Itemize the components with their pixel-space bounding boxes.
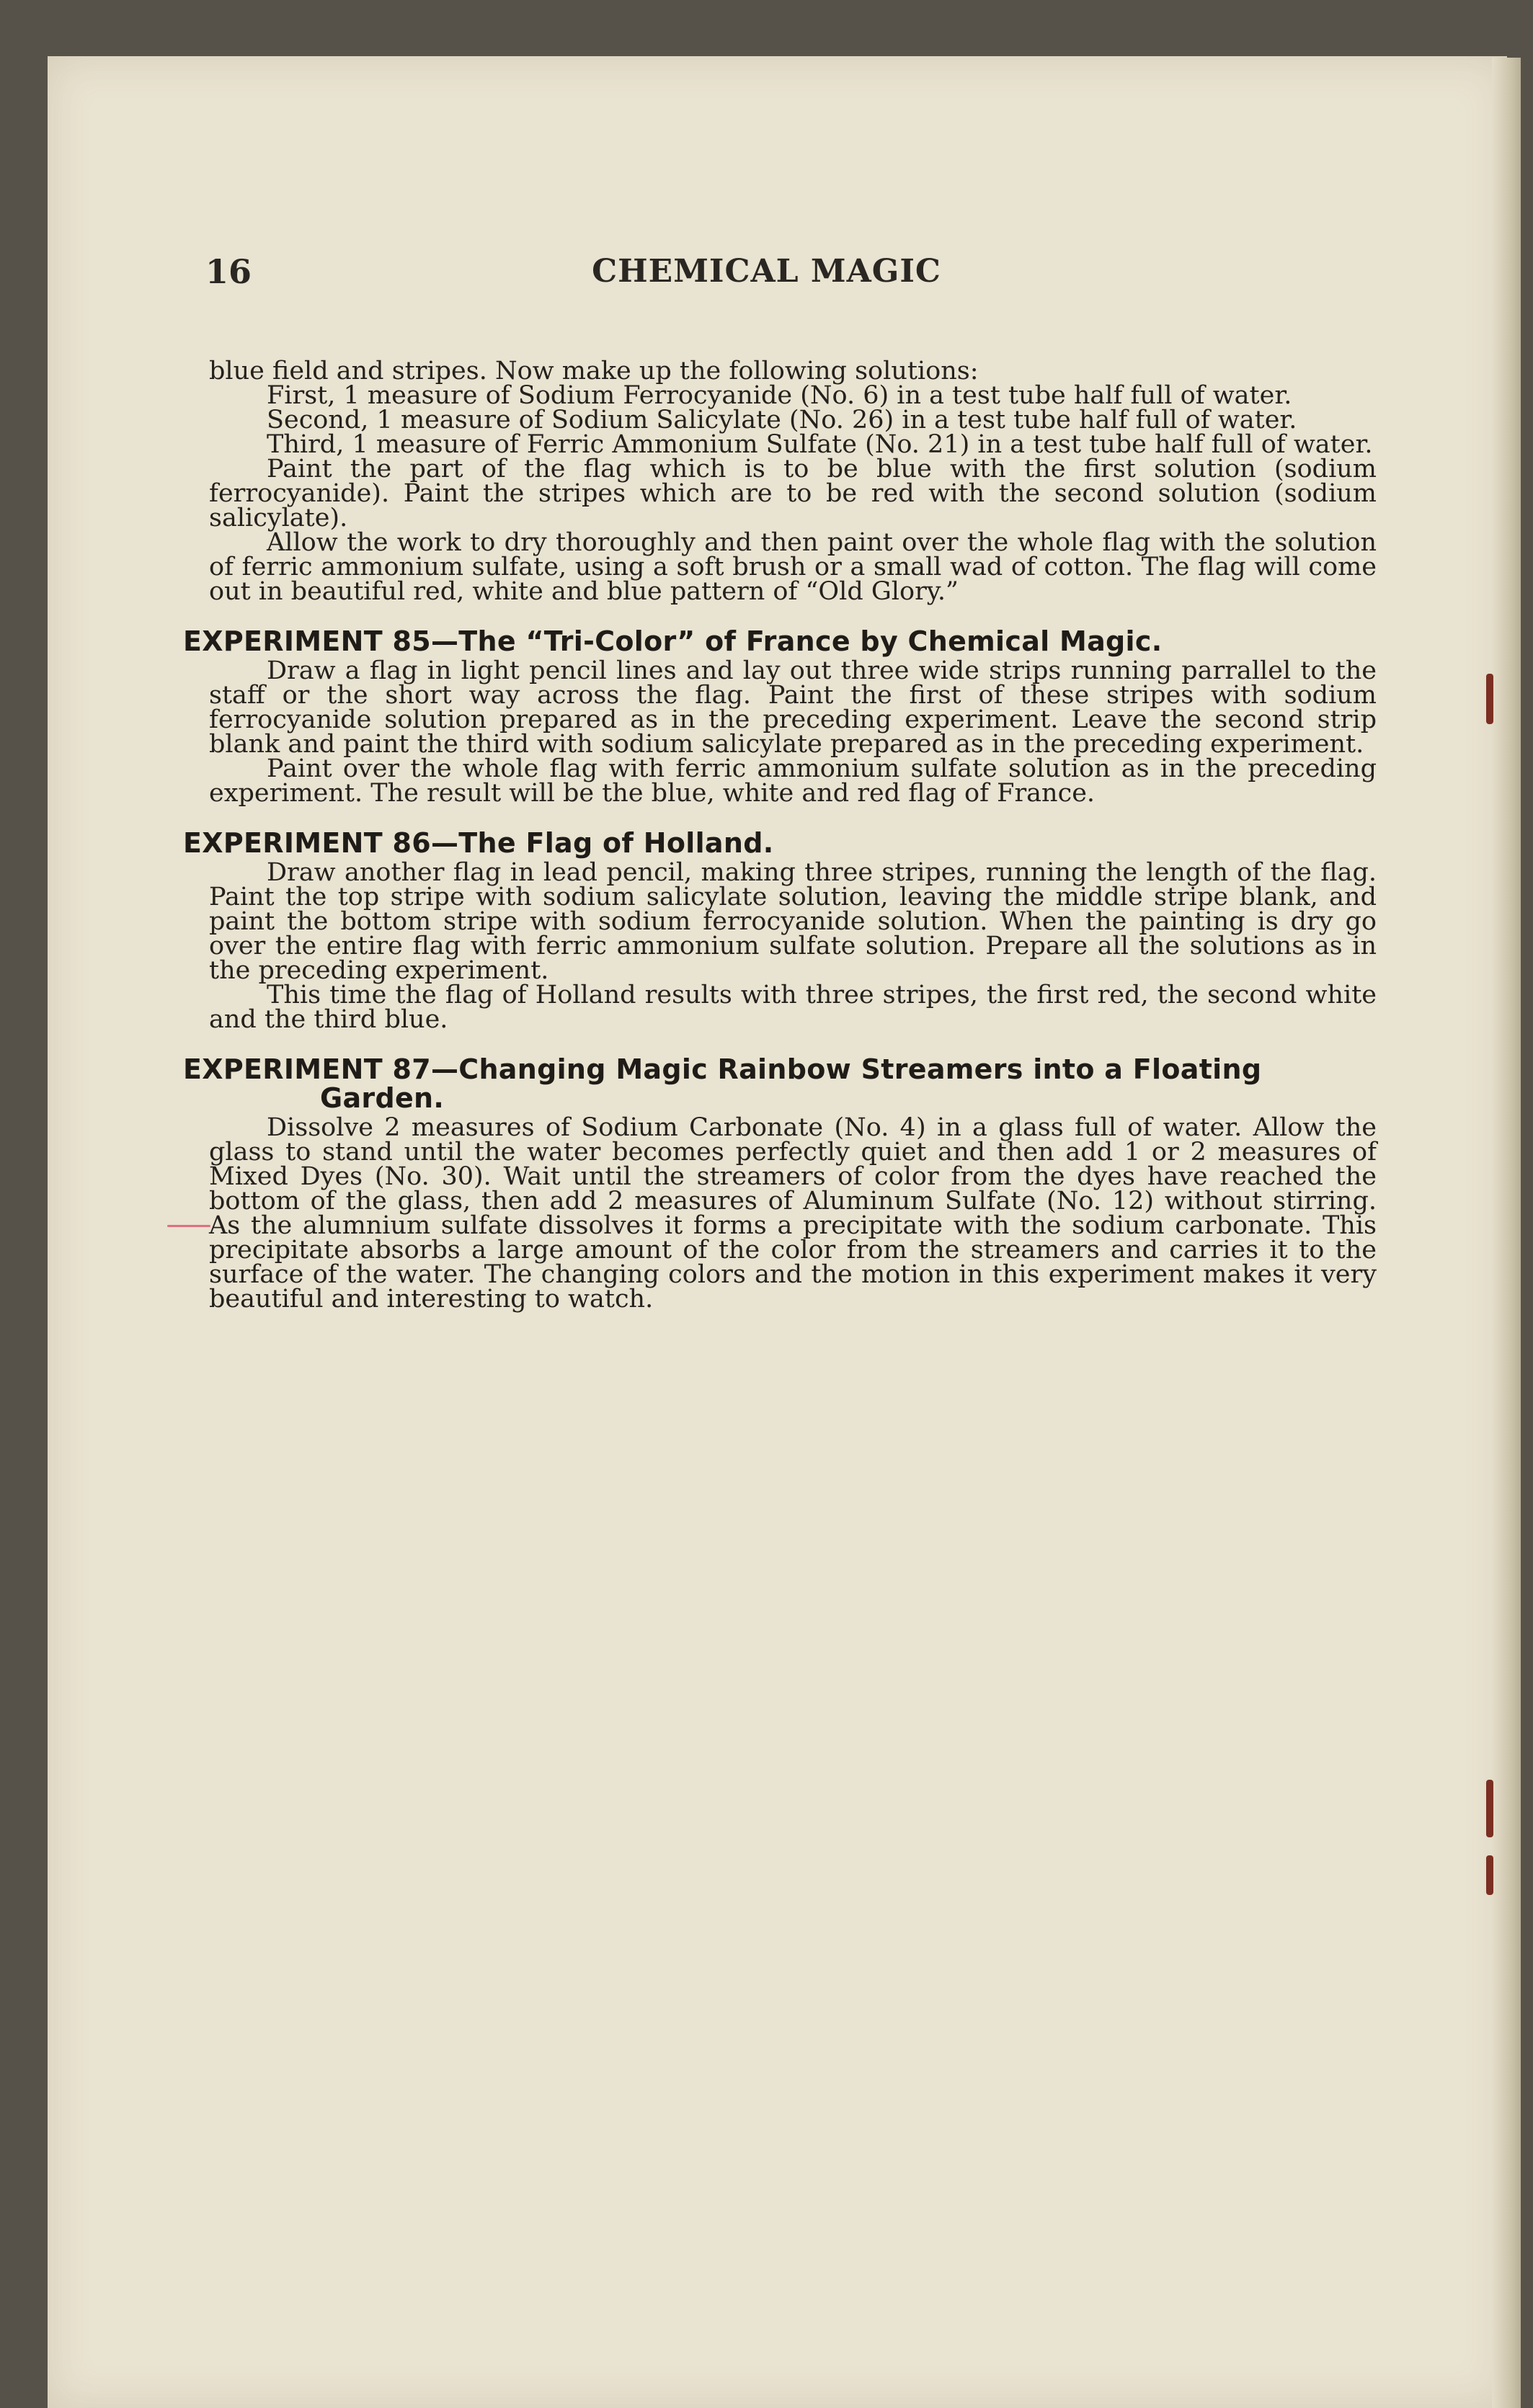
page-body	[183, 357, 1377, 1314]
experiment-heading: EXPERIMENT 86—The Flag of Holland.	[183, 827, 774, 859]
experiment-heading: EXPERIMENT 87—Changing Magic Rainbow Streamers into a Floating Garden.	[183, 1053, 1262, 1114]
paragraph: blue field and stripes. Now make up the following solutions:	[209, 357, 979, 385]
paragraph: Paint over the whole flag with ferric ammonium sulfate solution as in the preceding experiment. The result will be the blue, white and red flag of France.	[209, 754, 1377, 808]
pencil-margin-mark	[167, 1225, 210, 1227]
paragraph: This time the flag of Holland results with three stripes, the first red, the second white and the third blue.	[209, 981, 1377, 1034]
experiment-86	[183, 827, 1377, 1034]
paragraph: Second, 1 measure of Sodium Salicylate (No. 26) in a test tube half full of water.	[267, 406, 1297, 434]
paragraph: Dissolve 2 measures of Sodium Carbonate (No. 4) in a glass full of water. Allow the glass to stand until the water becomes perfectly quiet and then add 1 or 2 measures of Mixed Dyes (No. 30). Wait until the streamers of color from the dyes have reached the bottom of the glass, then add 2 measures of Aluminum Sulfate (No. 12) without stirring. As the alumnium sulfate dissolves it forms a precipitate with the sodium carbonate. This precipitate absorbs a large amount of the color from the streamers and carries it to the surface of the water. The changing colors and the motion in this experiment makes it very beautiful and interesting to watch.	[209, 1113, 1377, 1314]
binding-mark	[1486, 1780, 1493, 1837]
paragraph: Allow the work to dry thoroughly and then paint over the whole flag with the solution of ferric ammonium sulfate, using a soft brush or a small wad of cotton. The flag will come out in beautiful red, white and blue pattern of “Old Glory.”	[209, 528, 1377, 606]
paragraph: First, 1 measure of Sodium Ferrocyanide (No. 6) in a test tube half full of water.	[267, 381, 1292, 410]
binding-mark	[1486, 1855, 1493, 1895]
paragraph: Third, 1 measure of Ferric Ammonium Sulfate (No. 21) in a test tube half full of water.	[267, 430, 1373, 459]
paragraph: Paint the part of the flag which is to be blue with the first solution (sodium ferrocyanide). Paint the stripes which are to be red with the second solution (sodium salicylate).	[209, 455, 1377, 532]
page-number: 16	[205, 252, 252, 291]
paragraph: Draw another flag in lead pencil, making three stripes, running the length of the flag. Paint the top stripe with sodium salicylate solution, leaving the middle stripe blank, and paint the bottom stripe with sodium ferrocyanide solution. When the painting is dry go over the entire flag with ferric ammonium sulfate solution. Prepare all the solutions as in the preceding experiment.	[209, 858, 1377, 985]
experiment-85	[183, 625, 1377, 808]
binding-mark	[1486, 674, 1493, 724]
experiment-87	[183, 1053, 1377, 1314]
experiment-heading: EXPERIMENT 85—The “Tri-Color” of France by Chemical Magic.	[183, 625, 1163, 657]
paragraph: Draw a flag in light pencil lines and lay out three wide strips running parrallel to the staff or the short way across the flag. Paint the first of these stripes with sodium ferrocyanide solution prepared as in the preceding experiment. Leave the second strip blank and paint the third with sodium salicylate prepared as in the preceding experiment.	[209, 656, 1377, 759]
page-gutter	[1492, 58, 1521, 2408]
running-title: CHEMICAL MAGIC	[592, 253, 941, 290]
